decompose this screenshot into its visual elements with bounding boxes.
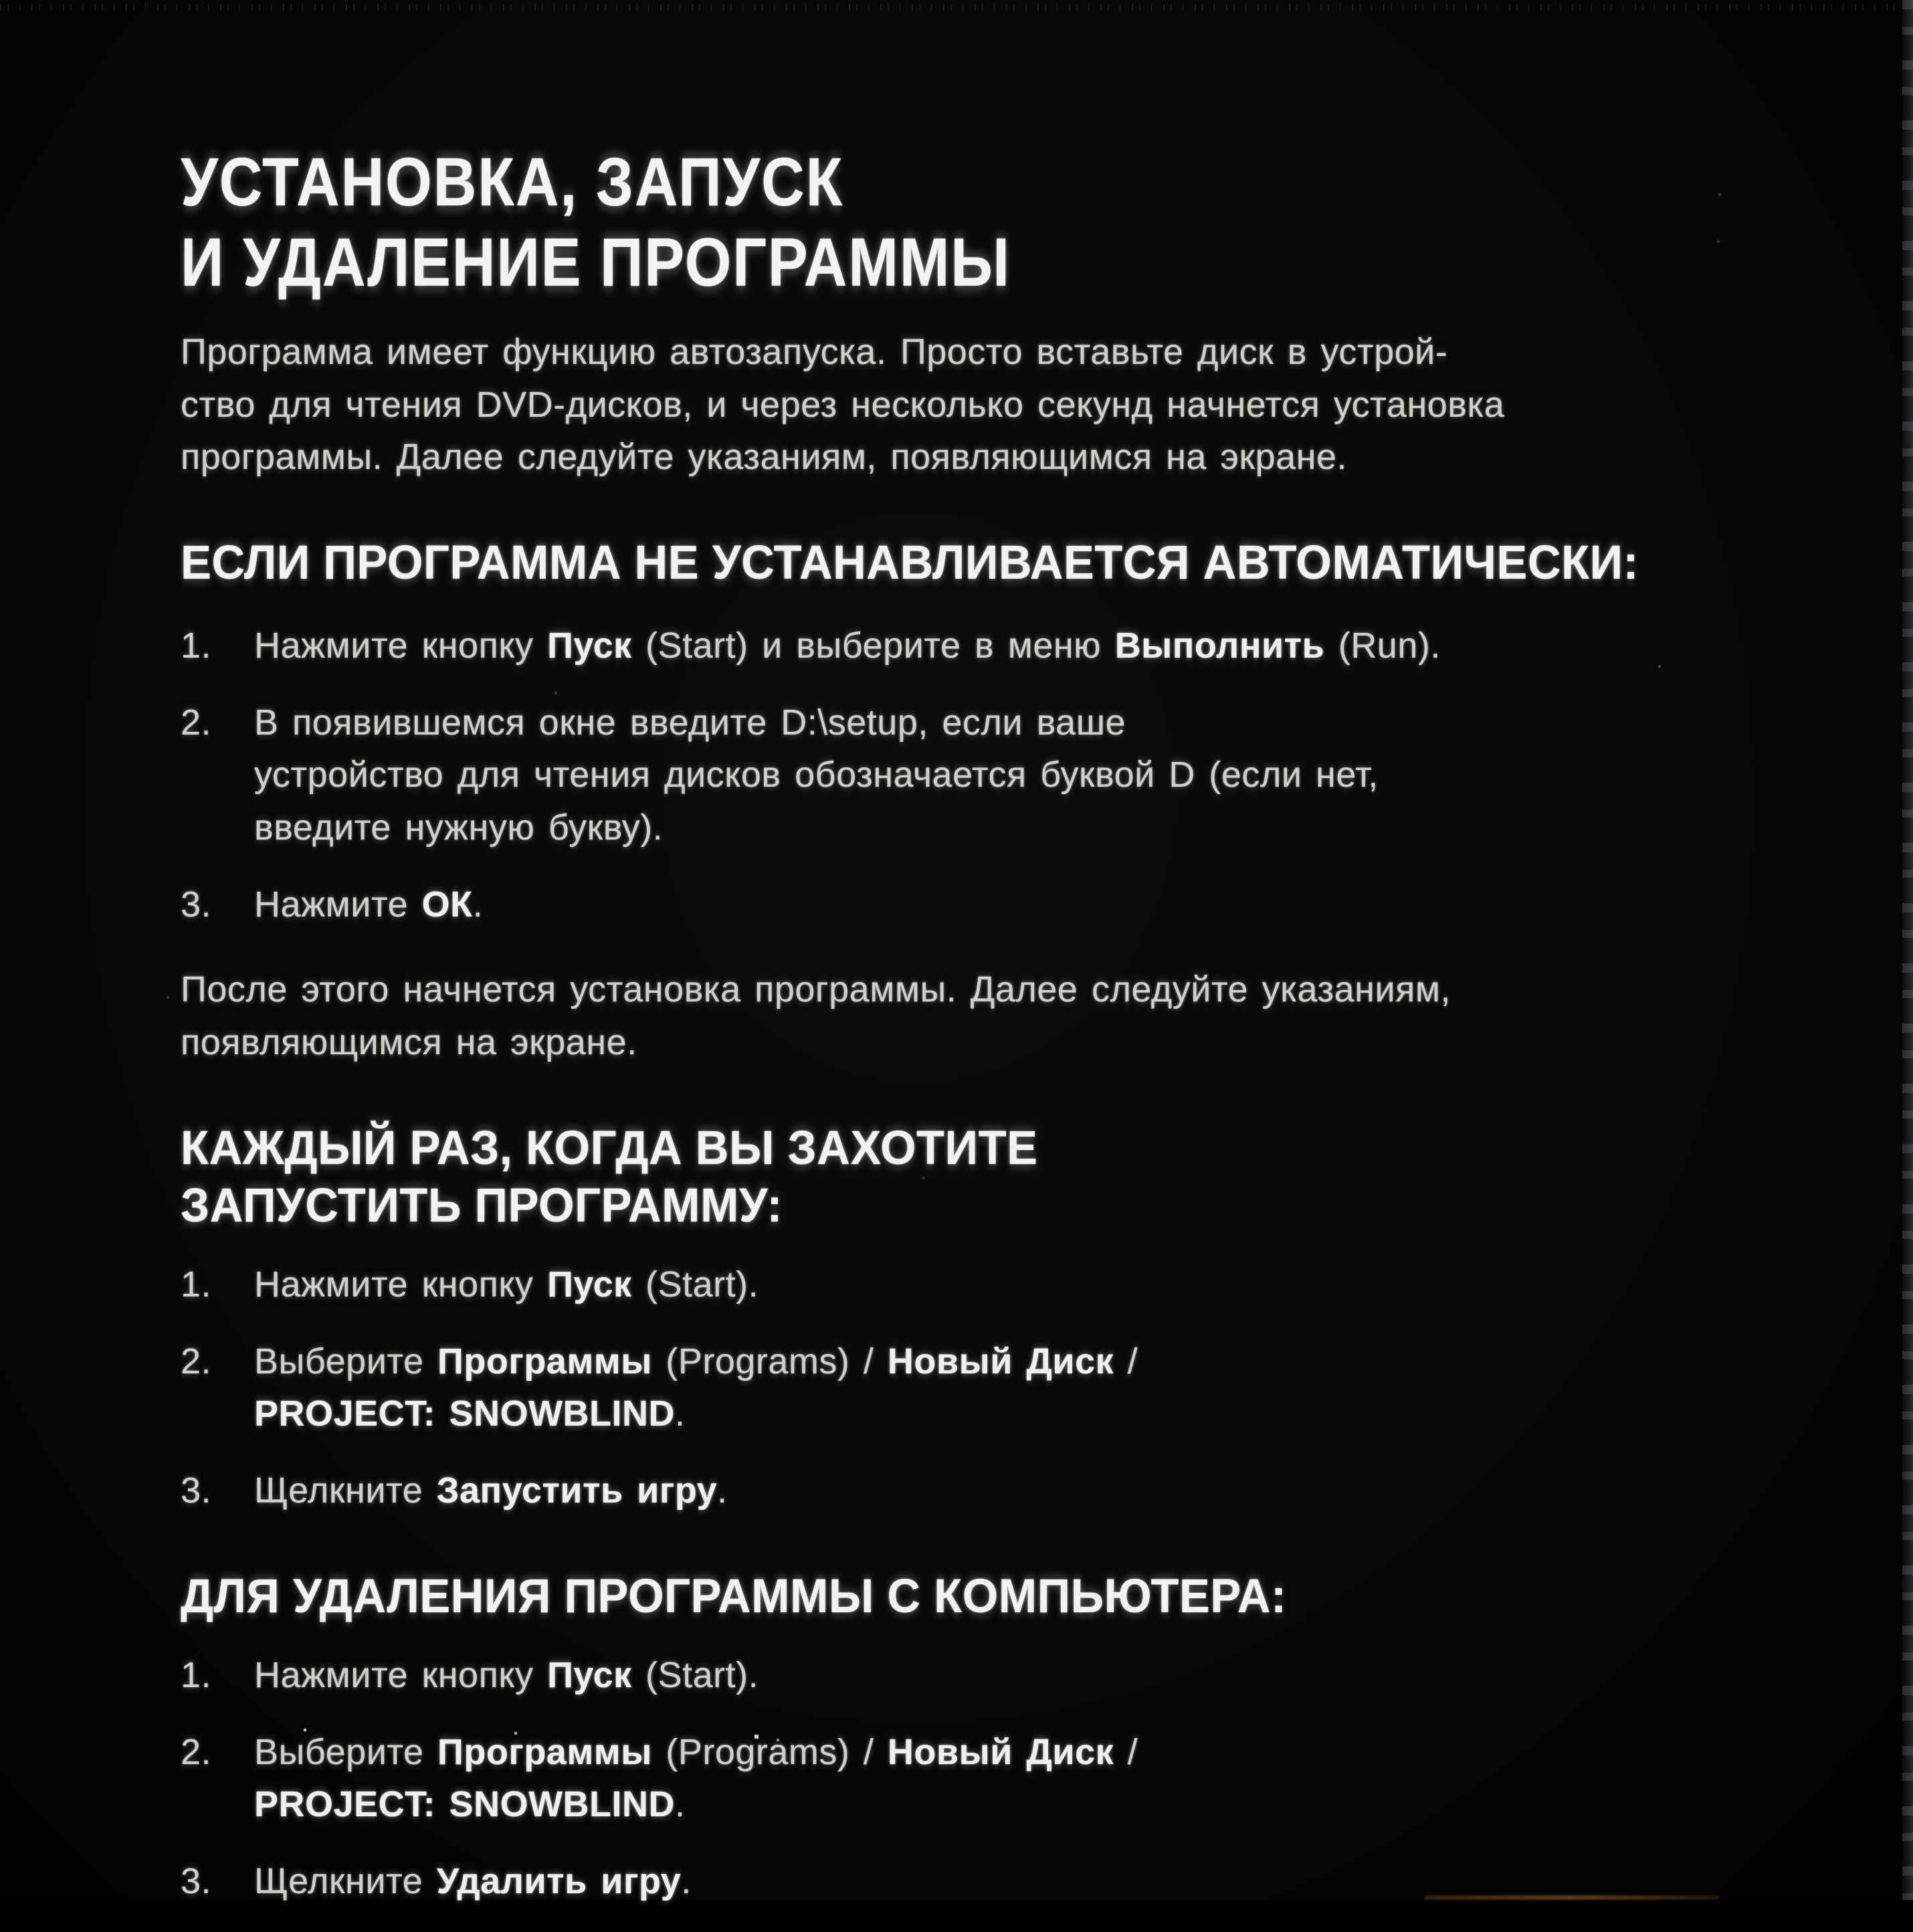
- section-heading: КАЖДЫЙ РАЗ, КОГДА ВЫ ЗАХОТИТЕ ЗАПУСТИТЬ ПРОГРАММУ:: [181, 1121, 1038, 1233]
- list-item-text: Нажмите ОК.: [254, 884, 484, 925]
- list-item-number: 1.: [181, 1654, 212, 1695]
- list-item: [181, 1258, 1806, 1311]
- section-heading: ДЛЯ УДАЛЕНИЯ ПРОГРАММЫ С КОМПЬЮТЕРА:: [181, 1570, 1287, 1624]
- list-item-text: Нажмите кнопку Пуск (Start).: [254, 1654, 759, 1695]
- list-item: [181, 1464, 1806, 1517]
- list-item-text: Щелкните Запустить игру.: [254, 1470, 728, 1511]
- page-title: УСТАНОВКА, ЗАПУСК И УДАЛЕНИЕ ПРОГРАММЫ: [181, 144, 1011, 301]
- section-launch-program: [181, 1120, 1806, 1518]
- list-item-number: 2.: [181, 1731, 212, 1772]
- intro-paragraph: Программа имеет функцию автозапуска. Просто вставьте диск в устрой- ство для чтения DVD-дисков, и через несколько секунд начнется установка программы. Далее следуйте указаниям, появляющимся на экране.: [181, 331, 1505, 478]
- scan-dust-specks: [0, 0, 1, 1]
- numbered-list: [181, 619, 1806, 931]
- numbered-list: [181, 1649, 1806, 1908]
- list-item: [181, 1649, 1806, 1702]
- section-after-paragraph: После этого начнется установка программы. Далее следуйте указаниям, появляющимся на экране.: [181, 969, 1451, 1062]
- list-item-number: 2.: [181, 1341, 212, 1381]
- section-uninstall-program: [181, 1568, 1806, 1908]
- list-item-number: 1.: [181, 1264, 212, 1305]
- list-item-text: Выберите Программы (Programs) / Новый Диск / PROJECT: SNOWBLIND.: [254, 1341, 1138, 1434]
- list-item: [181, 1855, 1806, 1908]
- scan-noise-top-edge: [0, 4, 1913, 11]
- list-item-number: 3.: [181, 884, 212, 925]
- list-item-number: 2.: [181, 702, 212, 743]
- list-item: [181, 1726, 1806, 1832]
- numbered-list: [181, 1258, 1806, 1517]
- scan-edge-right: [1902, 0, 1913, 1900]
- list-item-text: Нажмите кнопку Пуск (Start).: [254, 1264, 759, 1305]
- list-item-number: 3.: [181, 1861, 212, 1902]
- list-item-text: Нажмите кнопку Пуск (Start) и выберите в меню Выполнить (Run).: [254, 625, 1441, 666]
- list-item: [181, 696, 1806, 854]
- section-heading: ЕСЛИ ПРОГРАММА НЕ УСТАНАВЛИВАЕТСЯ АВТОМАТИЧЕСКИ:: [181, 537, 1639, 590]
- list-item: [181, 1335, 1806, 1441]
- list-item-text: Выберите Программы (Programs) / Новый Диск / PROJECT: SNOWBLIND.: [254, 1731, 1138, 1825]
- list-item: [181, 619, 1806, 672]
- list-item: [181, 878, 1806, 931]
- list-item-text: В появившемся окне введите D:\setup, если ваше устройство для чтения дисков обозначается буквой D (если нет, введите нужную букву).: [254, 702, 1379, 848]
- list-item-text: Щелкните Удалить игру.: [254, 1861, 692, 1902]
- list-item-number: 1.: [181, 625, 212, 666]
- section-manual-install: [181, 535, 1806, 1068]
- list-item-number: 3.: [181, 1470, 212, 1511]
- manual-content: [181, 142, 1806, 1932]
